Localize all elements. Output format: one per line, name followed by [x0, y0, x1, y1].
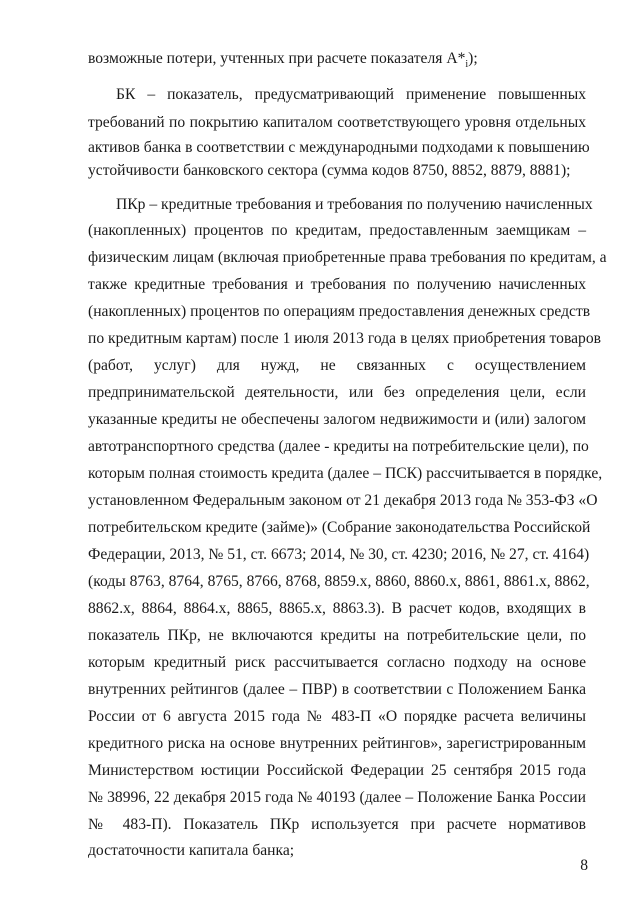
- paragraph-pkr-line: по кредитным картам) после 1 июля 2013 года в целях приобретения товаров: [88, 330, 602, 347]
- paragraph-pkr-line: 8862.х, 8864, 8864.х, 8865, 8865.х, 8863.3). В расчет кодов, входящих в: [88, 600, 586, 617]
- paragraph-pkr-line: потребительском кредите (займе)» (Собрание законодательства Российской: [88, 519, 591, 536]
- paragraph-pkr-line: кредитного риска на основе внутренних рейтингов», зарегистрированным: [88, 735, 586, 752]
- paragraph-pkr-line: № 483-П). Показатель ПКр используется при расчете нормативов: [88, 816, 586, 833]
- paragraph-bk-line: устойчивости банковского сектора (сумма кодов 8750, 8852, 8879, 8881);: [88, 162, 571, 179]
- paragraph-pkr-line: автотранспортного средства (далее - кредиты на потребительские цели), по: [88, 438, 589, 455]
- paragraph-pkr-line: которым полная стоимость кредита (далее – ПСК) рассчитывается в порядке,: [88, 465, 603, 482]
- paragraph-pkr-line: которым кредитный риск рассчитывается согласно подходу на основе: [88, 654, 586, 671]
- paragraph-bk-line: требований по покрытию капиталом соответствующего уровня отдельных: [88, 114, 586, 131]
- page-number: 8: [580, 857, 588, 874]
- paragraph-pkr-line: показатель ПКр, не включаются кредиты на потребительские цели, по: [88, 627, 586, 644]
- paragraph-bk-line: активов банка в соответствии с международными подходами к повышению: [88, 139, 590, 156]
- paragraph-pkr-line: предпринимательской деятельности, или без определения цели, если: [88, 384, 586, 401]
- text-line-a-continuation: [88, 49, 586, 75]
- paragraph-pkr-line: достаточности капитала банка;: [88, 842, 295, 859]
- paragraph-pkr-line: (накопленных) процентов по кредитам, предоставленным заемщикам –: [88, 222, 586, 239]
- text-fragment: );: [468, 50, 478, 67]
- paragraph-pkr-line: (коды 8763, 8764, 8765, 8766, 8768, 8859.х, 8860, 8860.х, 8861, 8861.х, 8862,: [88, 573, 590, 590]
- paragraph-pkr-line: Федерации, 2013, № 51, ст. 6673; 2014, № 30, ст. 4230; 2016, № 27, ст. 4164): [88, 546, 590, 563]
- paragraph-pkr-line: также кредитные требования и требования по получению начисленных: [88, 276, 586, 293]
- paragraph-pkr-line: внутренних рейтингов (далее – ПВР) в соответствии с Положением Банка: [88, 681, 586, 698]
- paragraph-pkr-line: установленном Федеральным законом от 21 декабря 2013 года № 353-ФЗ «О: [88, 492, 598, 509]
- text-fragment: возможные потери, учтенных при расчете показателя A*: [88, 50, 466, 67]
- paragraph-pkr-line: России от 6 августа 2015 года № 483-П «О порядке расчета величины: [88, 708, 586, 725]
- paragraph-pkr-line: физическим лицам (включая приобретенные права требования по кредитам, а: [88, 249, 607, 266]
- paragraph-pkr-line: указанные кредиты не обеспечены залогом недвижимости и (или) залогом: [88, 411, 586, 428]
- paragraph-bk-line: БК – показатель, предусматривающий применение повышенных: [116, 86, 586, 103]
- subscript: i: [465, 59, 469, 71]
- paragraph-pkr-line: (накопленных) процентов по операциям предоставления денежных средств: [88, 303, 591, 320]
- paragraph-pkr-line: ПКр – кредитные требования и требования по получению начисленных: [116, 196, 593, 213]
- paragraph-pkr-line: № 38996, 22 декабря 2015 года № 40193 (далее – Положение Банка России: [88, 789, 586, 806]
- paragraph-pkr-line: Министерством юстиции Российской Федерации 25 сентября 2015 года: [88, 762, 586, 779]
- paragraph-pkr-line: (работ, услуг) для нужд, не связанных с осуществлением: [88, 357, 586, 374]
